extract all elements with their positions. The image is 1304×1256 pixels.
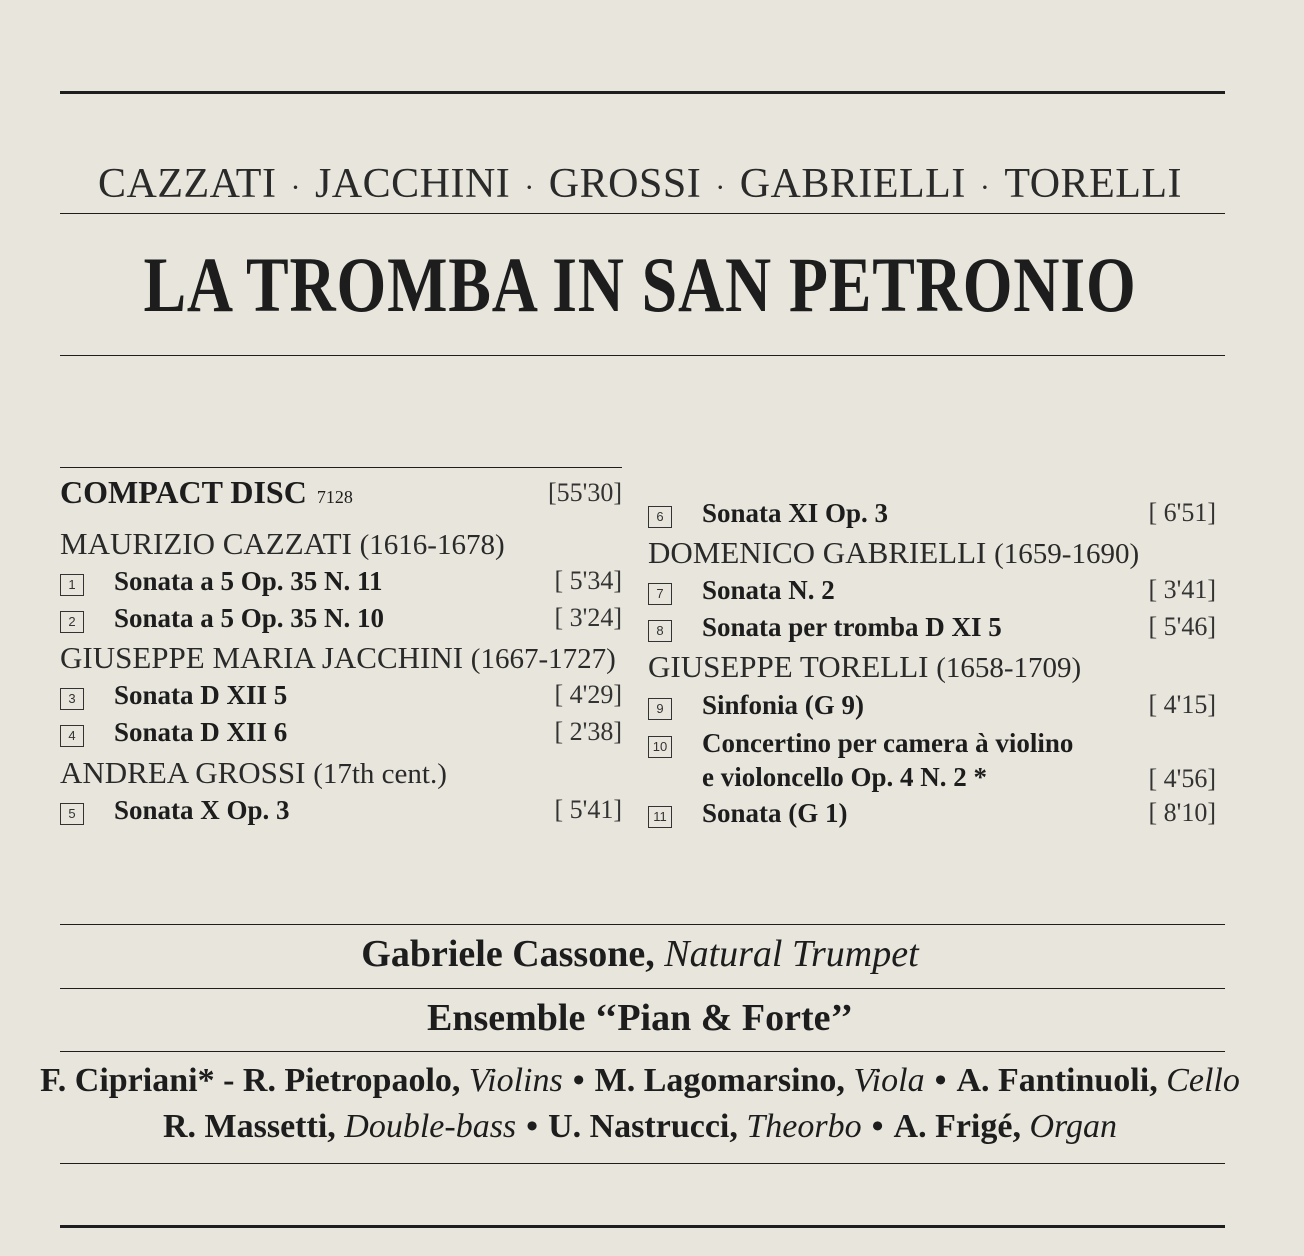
track-duration: [ 3'24] — [554, 603, 622, 632]
track-duration: [ 4'29] — [554, 680, 622, 709]
top-rule — [60, 91, 1225, 94]
album-title: LA TROMBA IN SAN PETRONIO — [143, 241, 1137, 328]
track-duration: [ 4'56] — [1148, 764, 1216, 793]
composers-line — [0, 160, 1280, 208]
musicians-line-1: F. Cipriani* - R. Pietropaolo, Violins • M. Lagomarsino, Viola • A. Fantinuoli, Cello — [40, 1062, 1240, 1099]
disc-rule — [60, 467, 622, 468]
track-row — [60, 566, 622, 602]
track-row — [60, 795, 622, 831]
title-underline — [60, 355, 1225, 356]
track-row — [60, 603, 622, 639]
track-number: 2 — [60, 611, 84, 633]
track-row — [648, 690, 1216, 726]
track-title: Sonata (G 1) — [702, 798, 848, 828]
composer-header-2: JACCHINI — [314, 161, 511, 207]
soloist-name: Gabriele Cassone, — [361, 933, 655, 975]
track-number: 8 — [648, 620, 672, 642]
composer-heading: GIUSEPPE TORELLI (1658-1709) — [648, 649, 1082, 684]
track-number: 4 — [60, 725, 84, 747]
separator-dot: · — [715, 171, 726, 204]
composer-header-1: CAZZATI — [97, 161, 277, 207]
track-row — [648, 728, 1216, 800]
track-number: 1 — [60, 574, 84, 596]
catalog-number: 7128 — [316, 487, 353, 507]
track-title: Sonata XI Op. 3 — [702, 498, 889, 528]
track-duration: [ 2'38] — [554, 717, 622, 746]
track-duration: [ 5'41] — [554, 795, 622, 824]
composer-heading: MAURIZIO CAZZATI (1616-1678) — [60, 526, 505, 561]
soloist-line — [0, 932, 1280, 976]
composer-heading: DOMENICO GABRIELLI (1659-1690) — [648, 535, 1140, 570]
track-number: 11 — [648, 806, 672, 828]
track-duration: [ 6'51] — [1148, 498, 1216, 527]
disc-label: COMPACT DISC 7128 — [60, 474, 353, 510]
track-number: 5 — [60, 803, 84, 825]
disc-header — [60, 474, 622, 510]
composer-heading: GIUSEPPE MARIA JACCHINI (1667-1727) — [60, 640, 616, 675]
track-row — [648, 575, 1216, 611]
track-title: Sonata D XII 5 — [114, 680, 288, 710]
track-title: Sonata X Op. 3 — [114, 795, 290, 825]
track-number: 6 — [648, 506, 672, 528]
performers-rule-1 — [60, 924, 1225, 925]
track-title-line2: e violoncello Op. 4 N. 2 * — [702, 762, 987, 792]
track-title: Sonata per tromba D XI 5 — [702, 612, 1002, 642]
track-row — [648, 798, 1216, 834]
track-duration: [ 5'46] — [1148, 612, 1216, 641]
composer-header-4: GABRIELLI — [739, 161, 966, 207]
composers-underline — [60, 213, 1225, 214]
separator-dot: · — [290, 171, 301, 204]
separator-dot: · — [524, 171, 535, 204]
performers-rule-3 — [60, 1051, 1225, 1052]
track-title: Sonata N. 2 — [702, 575, 835, 605]
separator-dot: · — [979, 171, 991, 204]
composer-heading: ANDREA GROSSI (17th cent.) — [60, 755, 447, 790]
track-duration: [ 8'10] — [1148, 798, 1216, 827]
track-duration: [ 4'15] — [1148, 690, 1216, 719]
track-number: 7 — [648, 583, 672, 605]
track-title: Sonata D XII 6 — [114, 717, 288, 747]
track-number: 10 — [648, 736, 672, 758]
track-title: Concertino per camera à violino — [702, 728, 1074, 758]
composer-header-3: GROSSI — [548, 161, 702, 207]
ensemble-name: Ensemble ‘‘Pian & Forte’’ — [427, 997, 853, 1039]
track-number: 3 — [60, 688, 84, 710]
track-row — [648, 498, 1216, 534]
disc-total-duration: [55'30] — [547, 478, 622, 507]
track-row — [60, 717, 622, 753]
performers-rule-4 — [60, 1163, 1225, 1164]
track-row — [648, 612, 1216, 648]
track-duration: [ 5'34] — [554, 566, 622, 595]
musicians-line-2: R. Massetti, Double-bass • U. Nastrucci, Theorbo • A. Frigé, Organ — [162, 1108, 1117, 1145]
track-title: Sonata a 5 Op. 35 N. 11 — [114, 566, 383, 596]
track-number: 9 — [648, 698, 672, 720]
track-title: Sinfonia (G 9) — [702, 690, 865, 720]
bottom-rule — [60, 1225, 1225, 1228]
track-row — [60, 680, 622, 716]
track-duration: [ 3'41] — [1148, 575, 1216, 604]
composer-header-5: TORELLI — [1004, 161, 1183, 207]
right-tracklist — [648, 498, 1216, 848]
soloist-instrument: Natural Trumpet — [664, 933, 919, 975]
track-title: Sonata a 5 Op. 35 N. 10 — [114, 603, 385, 633]
performers-rule-2 — [60, 988, 1225, 989]
left-tracklist — [60, 474, 622, 844]
